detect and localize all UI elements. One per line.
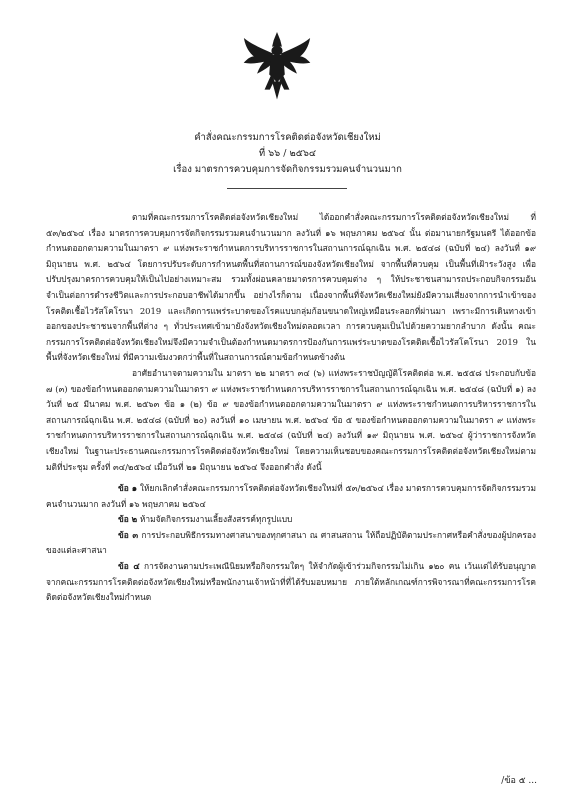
clause-4 bbox=[46, 559, 536, 606]
clause-4-label: ข้อ ๔ bbox=[118, 561, 140, 572]
order-header bbox=[0, 130, 575, 178]
paragraph-authority: อาศัยอำนาจตามความใน มาตรา ๒๒ มาตรา ๓๔ (๖) แห่งพระราชบัญญัติโรคติดต่อ พ.ศ. ๒๕๕๘ ประกอบกับข้อ ๗ (๓) ของข้อกำหนดออกตามความในมาตรา ๙ แห่งพระราชกำหนดการบริหารราชการในสถานการณ์ฉุกเฉิน พ.ศ. ๒๕๔๘ (ฉบับที่ ๑) ลงวันที่ ๒๕ มีนาคม พ.ศ. ๒๕๖๓ ข้อ ๑ (๒) ข้อ ๙ ของข้อกำหนดออกตามความในมาตรา ๙ แห่งพระราชกำหนดการบริหารราชการในสถานการณ์ฉุกเฉิน พ.ศ. ๒๕๔๘ (ฉบับที่ ๒๐) ลงวันที่ ๑๐ เมษายน พ.ศ. ๒๕๖๔ ข้อ ๕ ของข้อกำหนดออกตามความในมาตรา ๙ แห่งพระราชกำหนดการบริหารราชการในสถานการณ์ฉุกเฉิน พ.ศ. ๒๕๔๘ (ฉบับที่ ๒๔) ลงวันที่ ๑๙ มิถุนายน พ.ศ. ๒๕๖๔ ผู้ว่าราชการจังหวัดเชียงใหม่ ในฐานะประธานคณะกรรมการโรคติดต่อจังหวัดเชียงใหม่ โดยความเห็นชอบของคณะกรรมการโรคติดต่อจังหวัดเชียงใหม่ตามมติที่ประชุม ครั้งที่ ๓๔/๒๕๖๔ เมื่อวันที่ ๒๑ มิถุนายน ๒๕๖๔ จึงออกคำสั่ง ดังนี้ bbox=[46, 367, 536, 472]
clause-2-text: ห้ามจัดกิจกรรมงานเลี้ยงสังสรรค์ทุกรูปแบบ bbox=[137, 514, 293, 525]
header-divider bbox=[227, 188, 347, 189]
clause-1-text: ให้ยกเลิกคำสั่งคณะกรรมการโรคติดต่อจังหวัดเชียงใหม่ที่ ๕๓/๒๕๖๔ เรื่อง มาตรการควบคุมการจัดกิจกรรมรวมคนจำนวนมาก ลงวันที่ ๑๖ พฤษภาคม ๒๕๖๔ bbox=[46, 483, 536, 509]
order-title: คำสั่งคณะกรรมการโรคติดต่อจังหวัดเชียงใหม่ bbox=[194, 132, 381, 143]
clause-2-label: ข้อ ๒ bbox=[118, 514, 138, 525]
clause-1-label: ข้อ ๑ bbox=[118, 483, 138, 494]
clause-2 bbox=[46, 512, 536, 528]
continuation-marker: /ข้อ ๕ ... bbox=[501, 776, 537, 786]
clause-3-label: ข้อ ๓ bbox=[118, 529, 139, 540]
clause-1 bbox=[46, 481, 536, 512]
clause-3 bbox=[46, 528, 536, 559]
document-body bbox=[46, 210, 536, 606]
order-number: ที่ ๖๖ / ๒๕๖๔ bbox=[258, 148, 317, 159]
clause-3-text: การประกอบพิธีกรรมทางศาสนาของทุกศาสนา ณ ศาสนสถาน ให้ถือปฏิบัติตามประกาศหรือคำสั่งของผู้ปกครองของแต่ละศาสนา bbox=[46, 529, 536, 556]
garuda-emblem-icon bbox=[240, 30, 314, 104]
paragraph-background: ตามที่คณะกรรมการโรคติดต่อจังหวัดเชียงใหม่ ได้ออกคำสั่งคณะกรรมการโรคติดต่อจังหวัดเชียงใหม่ ที่ ๕๓/๒๕๖๔ เรื่อง มาตรการควบคุมการจัดกิจกรรมรวมคนจำนวนมาก ลงวันที่ ๑๖ พฤษภาคม ๒๕๖๔ นั้น ต่อมานายกรัฐมนตรี ได้ออกข้อกำหนดออกตามความในมาตรา ๙ แห่งพระราชกำหนดการบริหารราชการในสถานการณ์ฉุกเฉิน พ.ศ. ๒๕๔๘ (ฉบับที่ ๒๔) ลงวันที่ ๑๙ มิถุนายน พ.ศ. ๒๕๖๔ โดยการปรับระดับการกำหนดพื้นที่สถานการณ์ของจังหวัดเชียงใหม่ จากพื้นที่ควบคุม เป็นพื้นที่เฝ้าระวังสูง เพื่อปรับปรุงมาตรการควบคุมให้เป็นไปอย่างเหมาะสม รวมทั้งผ่อนคลายมาตรการควบคุมต่าง ๆ ให้ประชาชนสามารถประกอบกิจกรรมอันจำเป็นต่อการดำรงชีวิตและการประกอบอาชีพได้มากขึ้น อย่างไรก็ตาม เนื่องจากพื้นที่จังหวัดเชียงใหม่ยังมีความเสี่ยงจากการนำเข้าของโรคติดเชื้อไวรัสโคโรนา 2019 และเกิดการแพร่ระบาดของโรคแบบกลุ่มก้อนขนาดใหญ่เหมือนระลอกที่ผ่านมา เพราะมีการเดินทางเข้าออกของประชาชนจากพื้นที่ต่าง ๆ ทั่วประเทศเข้ามายังจังหวัดเชียงใหม่ตลอดเวลา การควบคุมเป็นไปด้วยความยากลำบาก ดังนั้น คณะกรรมการโรคติดต่อจังหวัดเชียงใหม่จึงมีความจำเป็นต้องกำหนดมาตรการป้องกันการแพร่ระบาดของโรคติดเชื้อไวรัสโคโรนา 2019 ในพื้นที่จังหวัดเชียงใหม่ ที่มีความเข้มงวดกว่าพื้นที่ในสถานการณ์ตามข้อกำหนดข้างต้น bbox=[46, 212, 536, 363]
clause-4-text: การจัดงานตามประเพณีนิยมหรือกิจกรรมใดๆ ให้จำกัดผู้เข้าร่วมกิจกรรมไม่เกิน ๑๒๐ คน เว้นแต่ได้รับอนุญาตจากคณะกรรมการโรคติดต่อจังหวัดเชียงใหม่หรือพนักงานเจ้าหน้าที่ที่ได้รับมอบหมาย ภายใต้หลักเกณฑ์การพิจารณาที่คณะกรรมการโรคติดต่อจังหวัดเชียงใหม่กำหนด bbox=[46, 561, 536, 603]
order-subject: เรื่อง มาตรการควบคุมการจัดกิจกรรมรวมคนจำนวนมาก bbox=[173, 164, 402, 175]
